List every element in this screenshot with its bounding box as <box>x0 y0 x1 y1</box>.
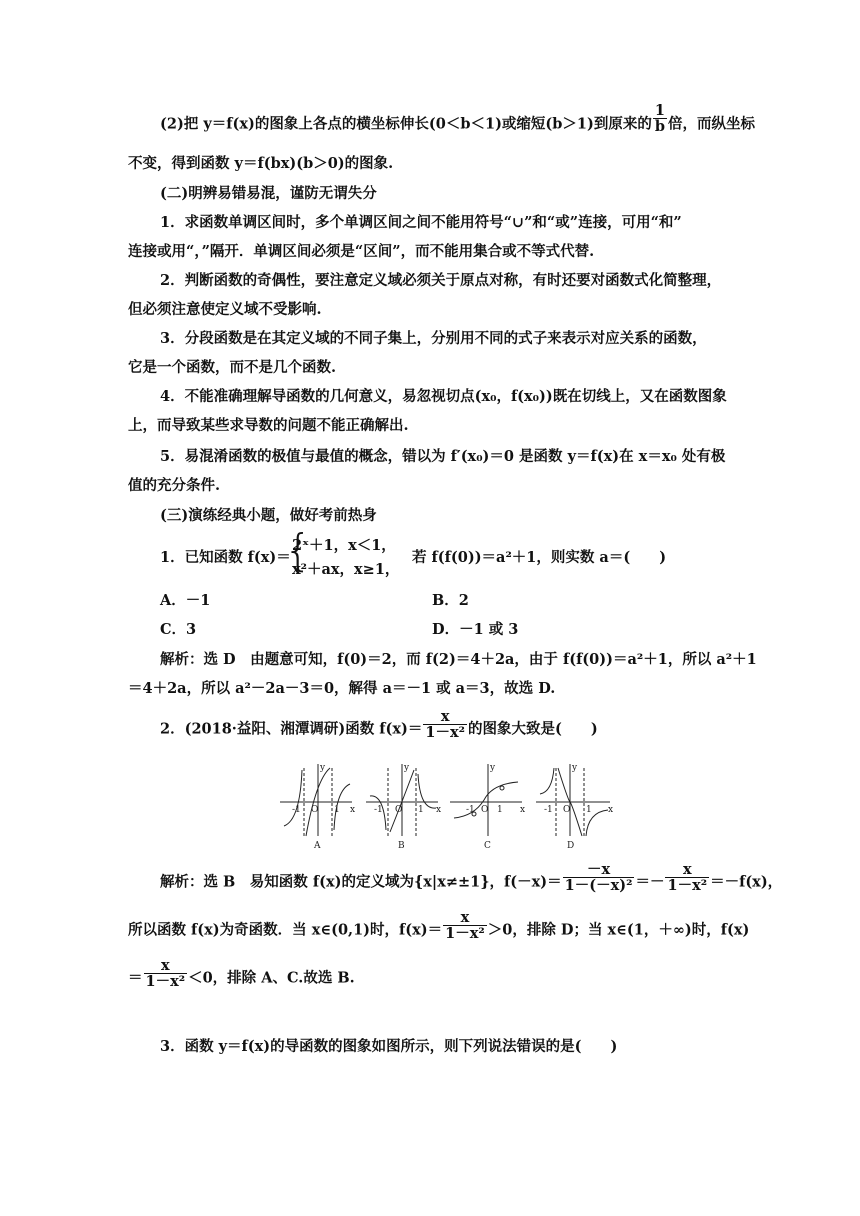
option-c[interactable]: C．3 <box>160 621 197 638</box>
svg-text:-1: -1 <box>544 805 553 815</box>
section-title-3: (三)演练经典小题，做好考前热身 <box>160 507 377 524</box>
case-1: 2ˣ＋1，x＜1， <box>292 537 396 554</box>
para-2-line1: (2)把 y＝f(x)的图象上各点的横坐标伸长(0＜b＜1)或缩短(b＞1)到原来的 $\frac{1}{b}$ 倍，而纵坐标 <box>160 102 756 136</box>
graph-c <box>450 764 522 836</box>
item-2-line2: 但必须注意使定义域不受影响. <box>128 301 322 318</box>
item-5-line2: 值的充分条件. <box>128 477 221 494</box>
svg-text:1: 1 <box>334 805 340 815</box>
svg-text:x: x <box>350 805 356 815</box>
fraction-x-c: $\frac{x}{\text{1－x²}}$ <box>145 957 186 991</box>
option-a[interactable]: A．－1 <box>160 592 211 609</box>
svg-text:1: 1 <box>497 805 503 815</box>
graph-a <box>280 764 352 836</box>
question-3-stem: 3．函数 y＝f(x)的导函数的图象如图所示，则下列说法错误的是( ) <box>160 1038 618 1055</box>
section-title-2: (二)明辨易错易混，谨防无谓失分 <box>160 185 377 202</box>
svg-text:y: y <box>490 763 496 773</box>
svg-text:1: 1 <box>586 805 592 815</box>
item-3-line2: 它是一个函数，而不是几个函数. <box>128 359 337 376</box>
svg-text:y: y <box>320 763 326 773</box>
solution-1-line1: 解析：选 D 由题意可知，f(0)＝2，而 f(2)＝4＋2a，由于 f(f(0))＝a²＋1，所以 a²＋1 <box>160 651 757 668</box>
svg-text:O: O <box>395 805 403 815</box>
item-5-line1: 5．易混淆函数的极值与最值的概念，错以为 f′(x₀)＝0 是函数 y＝f(x)在 x＝x₀ 处有极 <box>160 448 726 465</box>
question-2-stem: 2．(2018·益阳、湘潭调研)函数 f(x)＝ $\frac{x}{\text{1－x²}}$ 的图象大致是( ) <box>160 708 598 742</box>
svg-text:A: A <box>314 841 321 850</box>
svg-text:O: O <box>481 805 489 815</box>
graph-b <box>366 764 438 836</box>
solution-2-line3: ＝ $\frac{x}{\text{1－x²}}$ ＜0，排除 A、C.故选 B. <box>128 957 355 991</box>
para-2-line2: 不变，得到函数 y＝f(bx)(b＞0)的图象. <box>128 155 394 172</box>
svg-text:D: D <box>567 841 575 850</box>
item-1-line2: 连接或用“，”隔开．单调区间必须是“区间”，而不能用集合或不等式代替. <box>128 243 595 260</box>
fraction-neg-x: $\frac{-x}{\text{1－(－x)²}}$ <box>564 861 633 895</box>
option-b[interactable]: B．2 <box>432 592 469 609</box>
brace: { <box>284 525 312 576</box>
question-1-stem: 1．已知函数 f(x)＝ <box>160 549 291 566</box>
fraction-x-a: $\frac{x}{\text{1－x²}}$ <box>667 861 708 895</box>
svg-text:1: 1 <box>418 805 424 815</box>
svg-text:-1: -1 <box>466 805 475 815</box>
svg-text:y: y <box>572 763 578 773</box>
svg-text:C: C <box>484 841 491 850</box>
svg-text:x: x <box>608 805 614 815</box>
svg-text:O: O <box>311 805 319 815</box>
graph-d <box>536 764 610 836</box>
item-3-line1: 3．分段函数是在其定义域的不同子集上，分别用不同的式子来表示对应关系的函数， <box>160 330 707 347</box>
solution-2-line2: 所以函数 f(x)为奇函数．当 x∈(0,1)时，f(x)＝ $\frac{x}{\text{1－x²}}$ ＞0，排除 D；当 x∈(1，＋∞)时，f(x) <box>128 909 750 943</box>
svg-text:y: y <box>404 763 410 773</box>
solution-2-line1: 解析：选 B 易知函数 f(x)的定义域为{x|x≠±1}，f(－x)＝ $\frac{-x}{\text{1－(－x)²}}$ ＝－ $\frac{x}{\text{1－x²}}$ ＝－f(x)， <box>160 861 783 895</box>
graph-options-figure <box>278 760 618 850</box>
fraction-1-over-b: $\frac{1}{b}$ <box>654 102 666 136</box>
option-d[interactable]: D．－1 或 3 <box>432 621 519 638</box>
question-1-condition: 若 f(f(0))＝a²＋1，则实数 a＝( ) <box>412 549 667 566</box>
item-4-line2: 上，而导致某些求导数的问题不能正确解出. <box>128 417 409 434</box>
svg-text:O: O <box>563 805 571 815</box>
fraction-x-over-1-minus-x2: $\frac{x}{\text{1－x²}}$ <box>425 708 465 742</box>
item-2-line1: 2．判断函数的奇偶性，要注意定义域必须关于原点对称，有时还要对函数式化简整理， <box>160 272 722 289</box>
item-4-line1: 4．不能准确理解导函数的几何意义，易忽视切点(x₀，f(x₀))既在切线上，又在函数图象 <box>160 388 727 405</box>
svg-text:-1: -1 <box>374 805 383 815</box>
svg-text:-1: -1 <box>292 805 301 815</box>
svg-text:B: B <box>398 841 405 850</box>
svg-text:x: x <box>436 805 442 815</box>
svg-text:x: x <box>520 805 526 815</box>
item-1-line1: 1．求函数单调区间时，多个单调区间之间不能用符号“∪”和“或”连接，可用“和” <box>160 214 682 231</box>
solution-1-line2: ＝4＋2a，所以 a²－2a－3＝0，解得 a＝－1 或 a＝3，故选 D. <box>128 680 556 697</box>
piecewise-cases <box>284 525 404 581</box>
fraction-x-b: $\frac{x}{\text{1－x²}}$ <box>445 909 485 943</box>
case-2: x²＋ax，x≥1， <box>292 561 400 578</box>
